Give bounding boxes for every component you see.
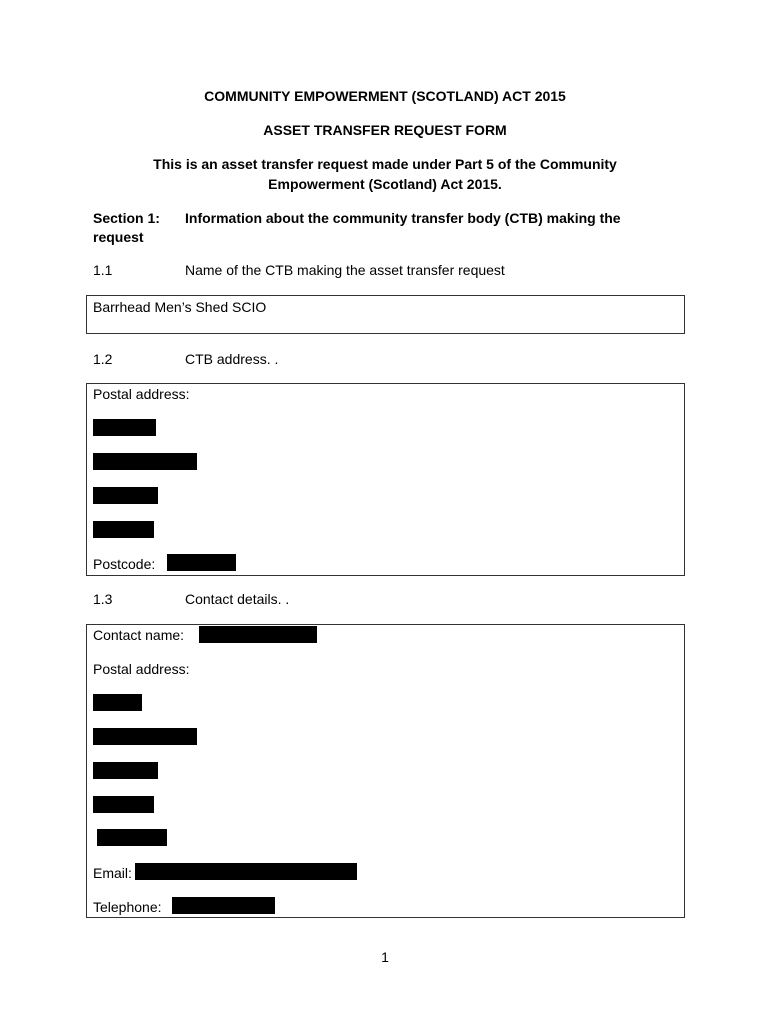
intro-line-2: Empowerment (Scotland) Act 2015. [268,176,502,192]
redacted-contact-address-line-3 [93,762,158,779]
question-1-2-text: CTB address. . [185,351,279,367]
section-title-continued: request [93,229,144,245]
question-1-1-text: Name of the CTB making the asset transfer request [185,262,505,278]
form-title: ASSET TRANSFER REQUEST FORM [263,122,507,138]
intro-line-1: This is an asset transfer request made under Part 5 of the Community [153,156,617,172]
redacted-postcode [167,554,236,571]
redacted-address-line-1 [93,419,156,436]
question-number-1-3: 1.3 [93,591,113,607]
redacted-address-line-3 [93,487,158,504]
telephone-label: Telephone: [93,899,162,915]
section-label: Section 1: [93,210,160,226]
redacted-contact-address-line-2 [93,728,197,745]
redacted-contact-name [199,626,317,643]
ctb-name-value: Barrhead Men’s Shed SCIO [93,299,267,315]
postal-address-label: Postal address: [93,386,190,402]
postcode-label: Postcode: [93,556,156,572]
redacted-contact-address-line-1 [93,694,142,711]
redacted-contact-address-line-4 [93,796,154,813]
act-title: COMMUNITY EMPOWERMENT (SCOTLAND) ACT 2015 [204,88,566,104]
question-number-1-2: 1.2 [93,351,113,367]
redacted-address-line-2 [93,453,197,470]
question-1-3-text: Contact details. . [185,591,290,607]
ctb-name-box[interactable] [86,295,685,334]
question-number-1-1: 1.1 [93,262,113,278]
section-title: Information about the community transfer body (CTB) making the [185,210,621,226]
email-label: Email: [93,865,132,881]
redacted-contact-address-line-5 [97,829,167,846]
ctb-address-box[interactable] [86,383,685,576]
page-number: 1 [381,949,389,965]
contact-name-label: Contact name: [93,627,185,643]
contact-postal-address-label: Postal address: [93,661,190,677]
contact-details-box[interactable] [86,624,685,918]
redacted-telephone [172,897,275,914]
redacted-email [135,863,357,880]
redacted-address-line-4 [93,521,154,538]
